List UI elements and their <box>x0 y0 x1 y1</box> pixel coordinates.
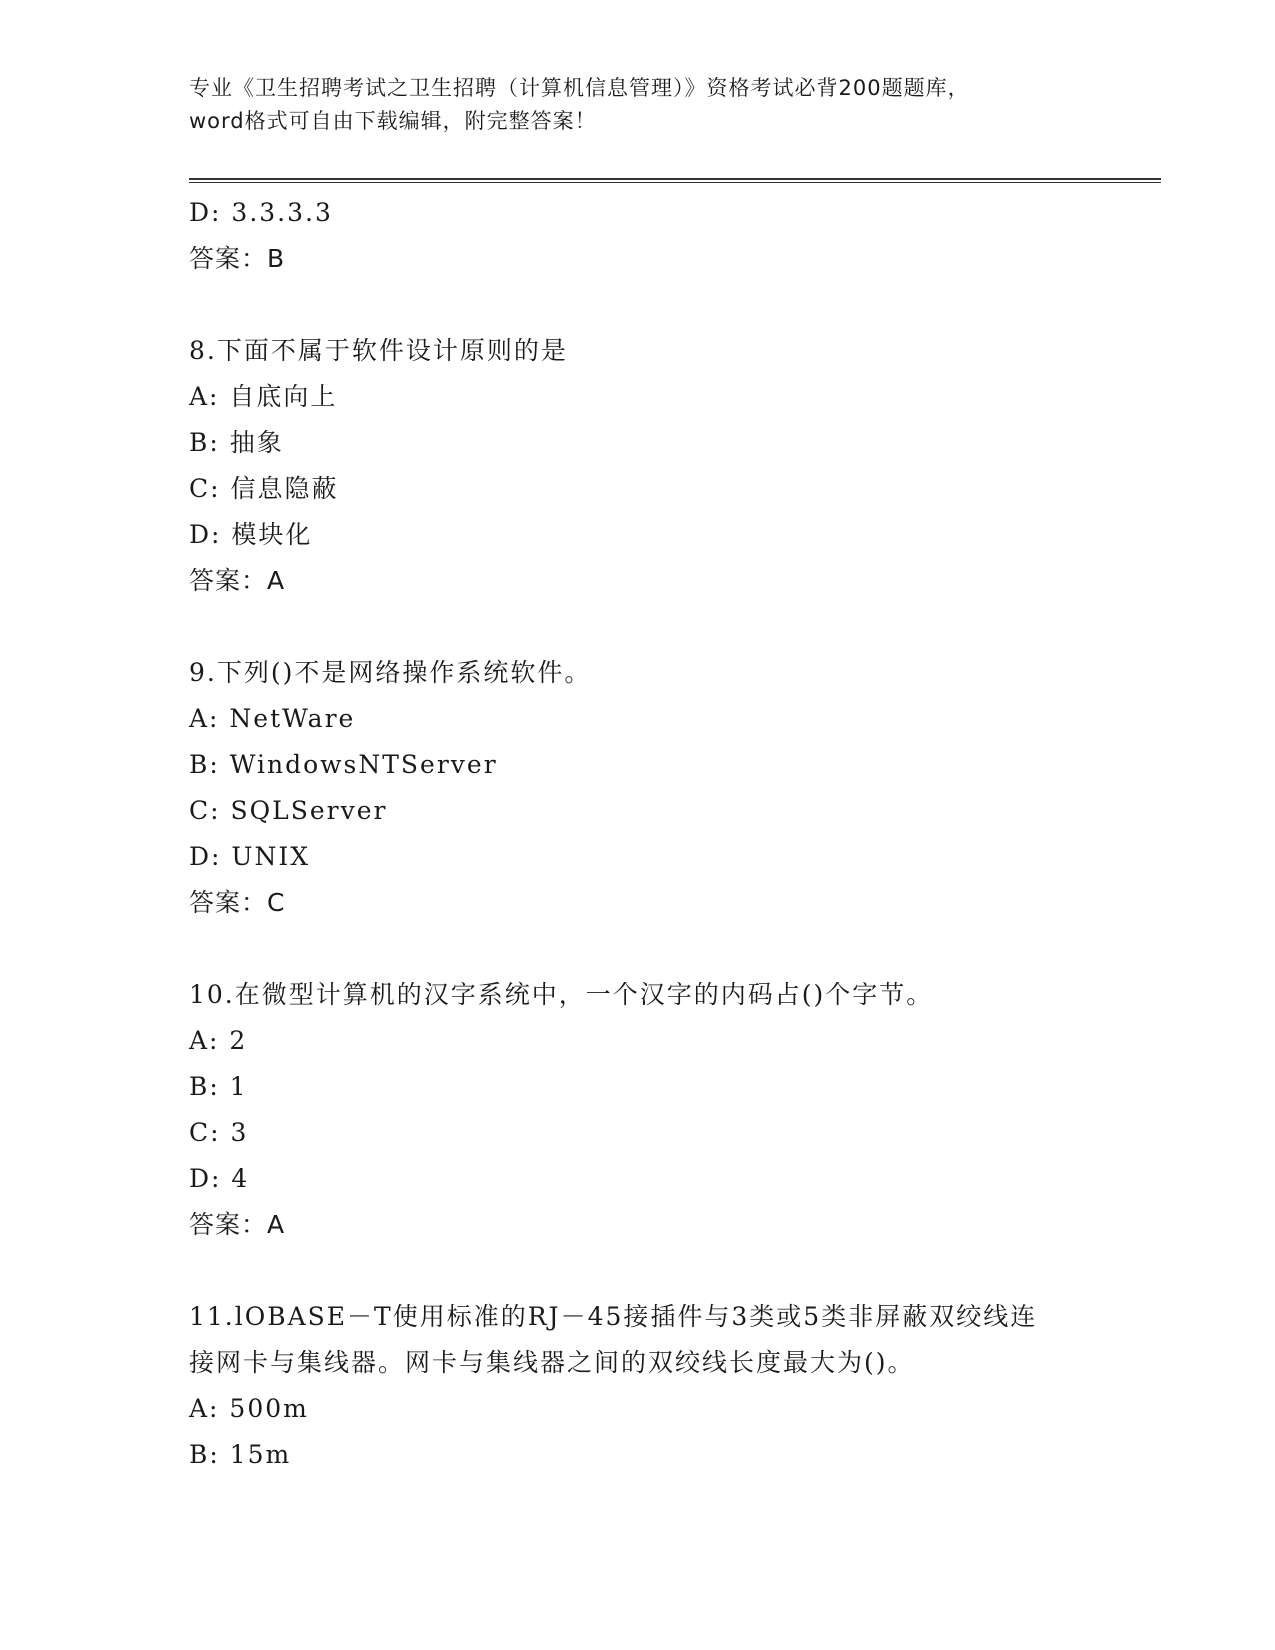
q7-answer: 答案：B <box>189 244 286 273</box>
q11-question-line-2: 接网卡与集线器。网卡与集线器之间的双绞线长度最大为()。 <box>189 1348 915 1377</box>
q9-option-c: C: SQLServer <box>189 796 388 825</box>
q9-option-d: D: UNIX <box>189 842 311 871</box>
q11-option-a: A: 500m <box>189 1394 309 1423</box>
q7-option-d: D: 3.3.3.3 <box>189 198 333 227</box>
header-title-line-2: word格式可自由下载编辑，附完整答案！ <box>189 109 597 133</box>
q8-option-a: A: 自底向上 <box>189 382 338 411</box>
spacer <box>189 604 1129 650</box>
header-title-line-1: 专业《卫生招聘考试之卫生招聘（计算机信息管理）》资格考试必背200题题库， <box>189 76 970 100</box>
q11-option-b: B: 15m <box>189 1440 292 1469</box>
q9-question: 9.下列()不是网络操作系统软件。 <box>189 658 592 687</box>
q11-question-line-1: 11.lOBASE－T使用标准的RJ－45接插件与3类或5类非屏蔽双绞线连 <box>189 1302 1038 1331</box>
q8-option-b: B: 抽象 <box>189 428 284 457</box>
spacer <box>189 282 1129 328</box>
q10-answer: 答案：A <box>189 1210 286 1239</box>
q10-question: 10.在微型计算机的汉字系统中，一个汉字的内码占()个字节。 <box>189 980 934 1009</box>
q9-option-a: A: NetWare <box>189 704 356 733</box>
q8-option-c: C: 信息隐蔽 <box>189 474 339 503</box>
question-content <box>189 190 1129 1478</box>
spacer <box>189 926 1129 972</box>
q8-answer: 答案：A <box>189 566 286 595</box>
header-divider <box>189 178 1161 183</box>
q10-option-d: D: 4 <box>189 1164 250 1193</box>
q8-option-d: D: 模块化 <box>189 520 313 549</box>
q10-option-b: B: 1 <box>189 1072 248 1101</box>
q9-option-b: B: WindowsNTServer <box>189 750 498 779</box>
q9-answer: 答案：C <box>189 888 286 917</box>
spacer <box>189 1248 1129 1294</box>
q8-question: 8.下面不属于软件设计原则的是 <box>189 336 568 365</box>
q10-option-a: A: 2 <box>189 1026 248 1055</box>
document-header <box>189 72 1089 138</box>
q10-option-c: C: 3 <box>189 1118 249 1147</box>
